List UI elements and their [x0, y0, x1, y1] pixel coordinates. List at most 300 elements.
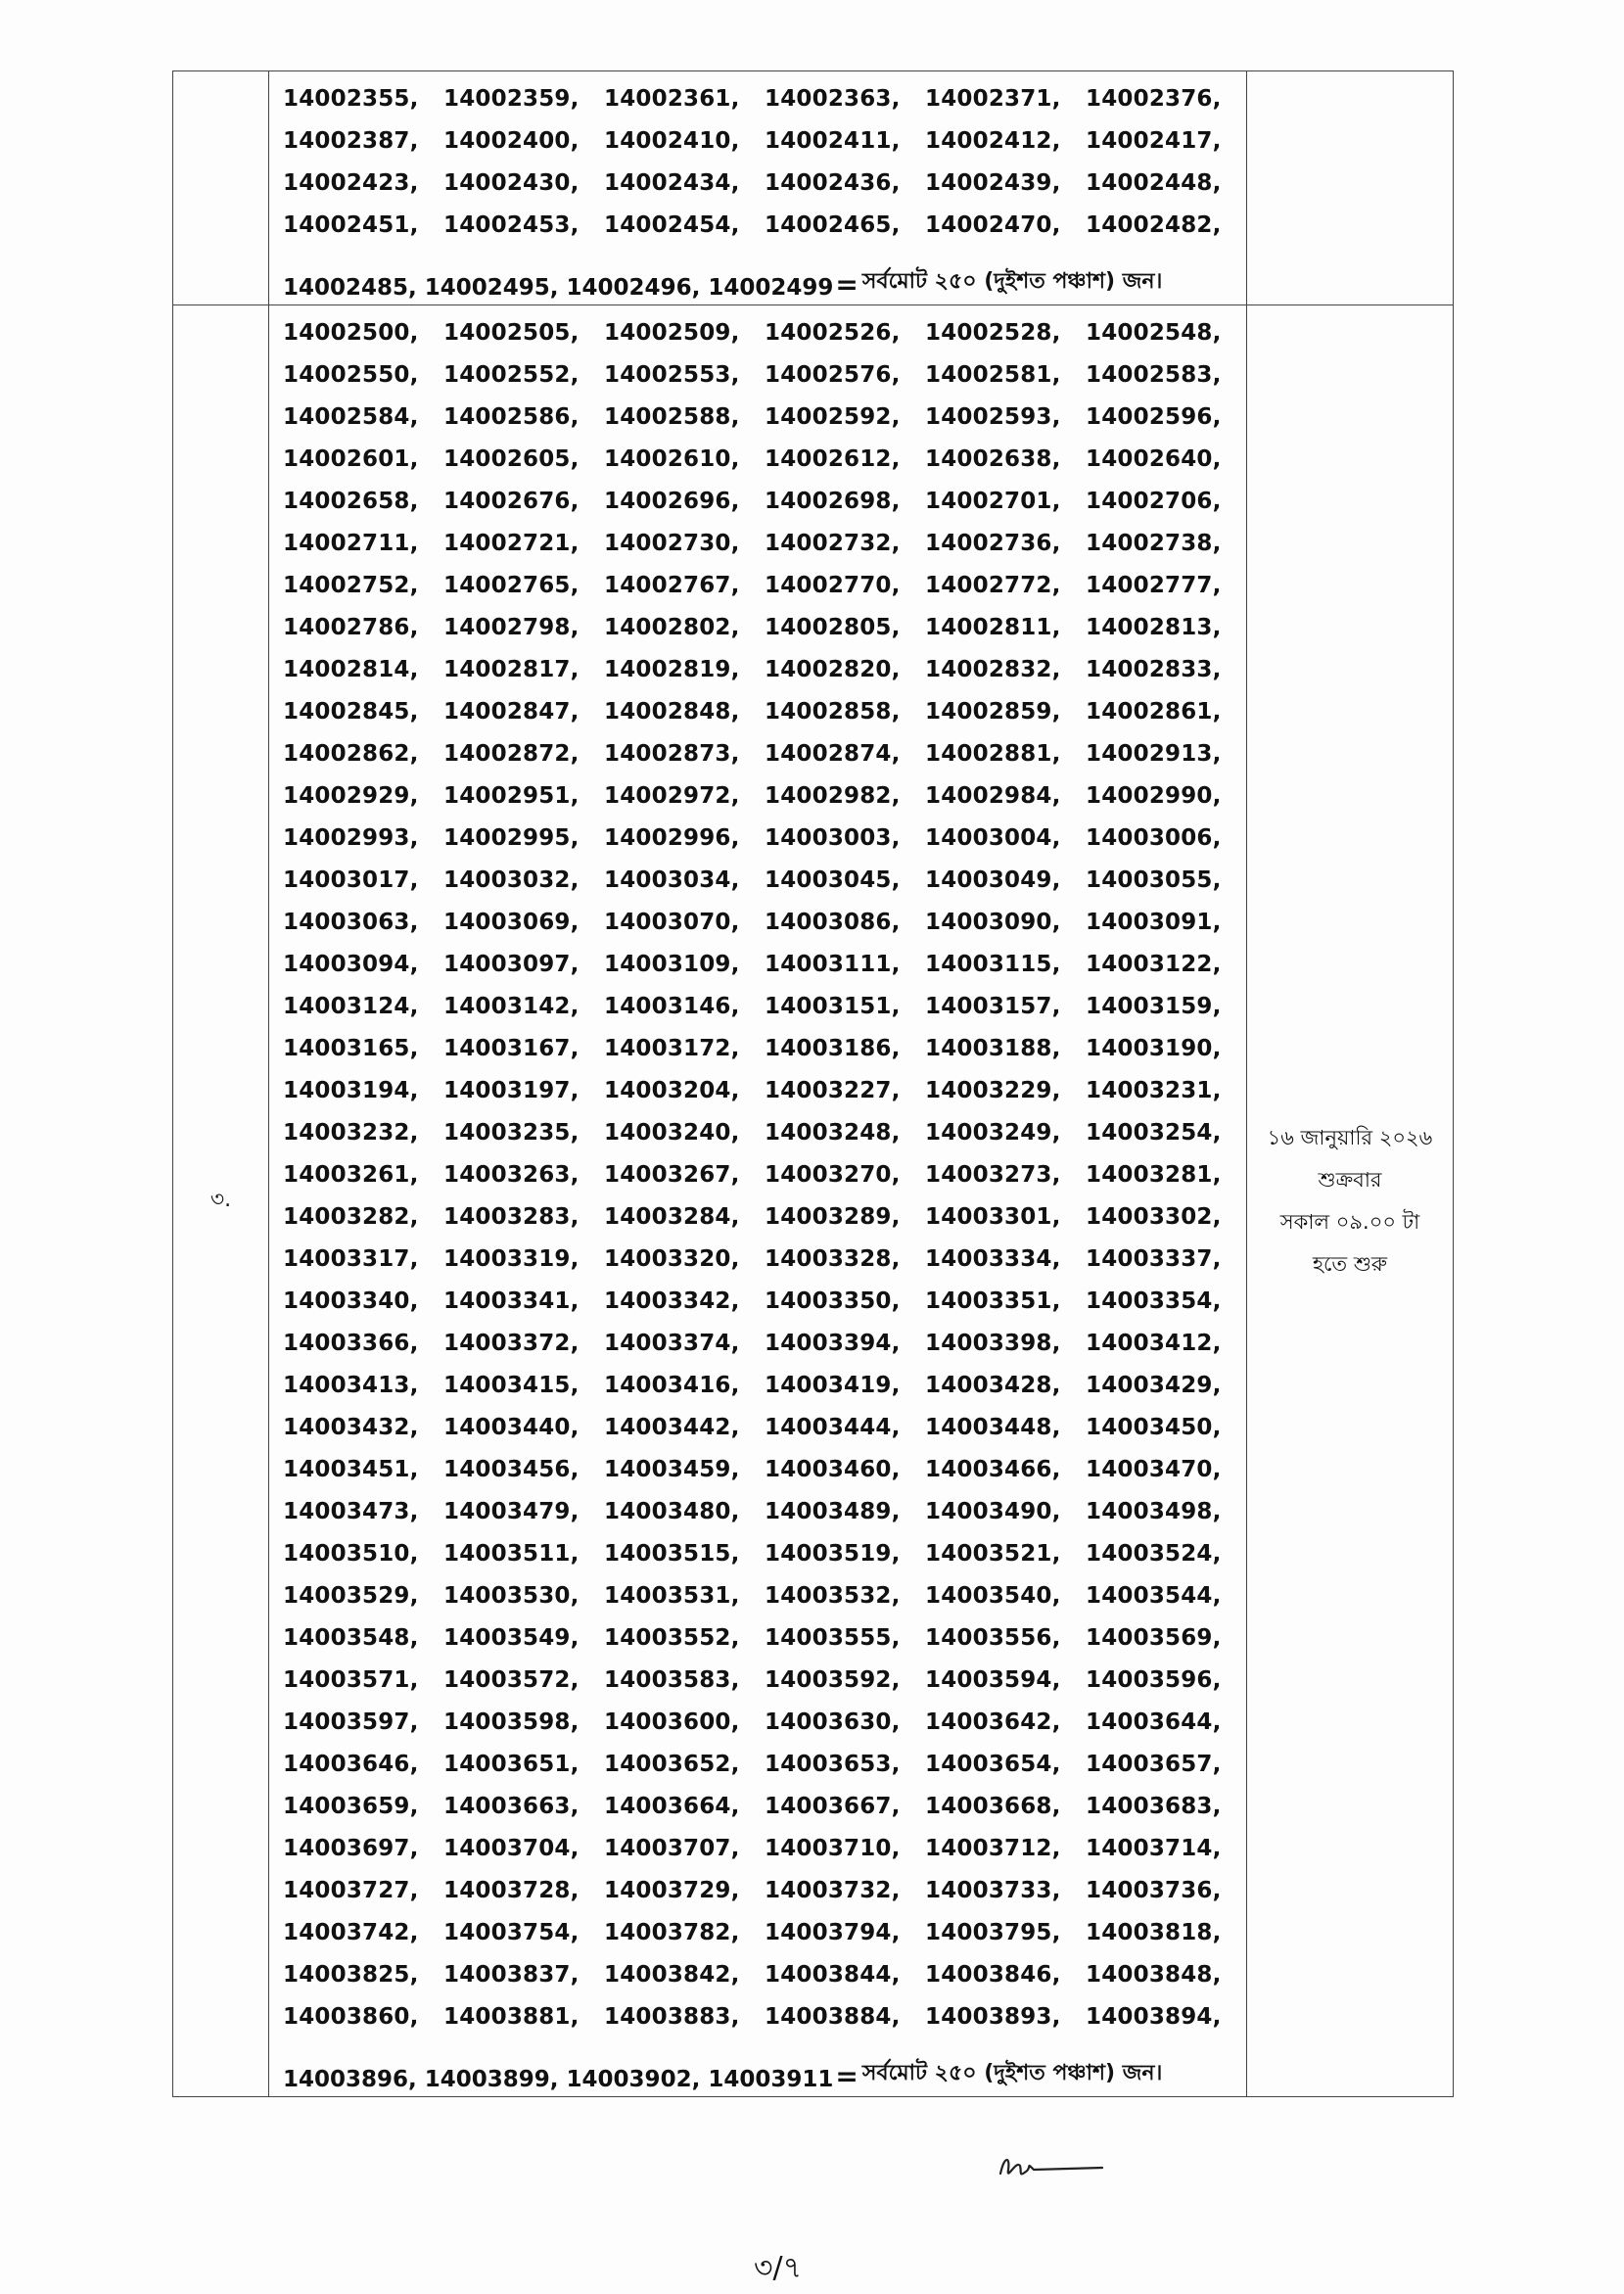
serial-cell-empty	[173, 71, 269, 305]
serial-number: ৩.	[209, 1188, 232, 1212]
roll-number: 14003419,	[765, 1372, 901, 1398]
roll-number: 14003456,	[443, 1456, 580, 1482]
roll-number: 14003548,	[283, 1624, 419, 1651]
roll-number-row	[283, 817, 1246, 859]
total-count-text: সর্বমোট ২৫০ (দুইশত পঞ্চাশ) জন।	[861, 269, 1163, 294]
roll-number: 14002770,	[765, 572, 901, 598]
roll-number: 14003511,	[443, 1540, 580, 1567]
roll-number: 14003263,	[443, 1161, 580, 1188]
roll-number: 14003519,	[765, 1540, 901, 1567]
roll-number: 14002550,	[283, 361, 419, 388]
roll-number: 14003341,	[443, 1287, 580, 1314]
roll-number: 14002858,	[765, 698, 901, 725]
roll-number: 14002500,	[283, 319, 419, 346]
roll-number-row	[283, 1195, 1246, 1238]
roll-number: 14003317,	[283, 1245, 419, 1272]
roll-number: 14003142,	[443, 993, 580, 1019]
roll-number: 14003354,	[1086, 1287, 1222, 1314]
roll-number: 14003267,	[604, 1161, 740, 1188]
roll-number-grid	[269, 71, 1246, 246]
roll-number: 14003842,	[604, 1961, 740, 1988]
roll-number: 14003592,	[765, 1666, 901, 1693]
roll-number-row	[283, 985, 1246, 1027]
page-number: ৩/৭	[754, 2251, 803, 2285]
roll-number: 14003122,	[1086, 951, 1222, 977]
roll-number: 14003532,	[765, 1582, 901, 1609]
roll-number: 14003530,	[443, 1582, 580, 1609]
exam-time: সকাল ০৯.০০ টা	[1279, 1209, 1420, 1234]
roll-number-row	[283, 162, 1246, 204]
roll-number: 14003732,	[765, 1877, 901, 1903]
roll-number-row	[283, 1574, 1246, 1616]
roll-number-row	[283, 1490, 1246, 1532]
roll-number: 14003549,	[443, 1624, 580, 1651]
roll-number: 14002453,	[443, 211, 580, 238]
schedule-cell	[1247, 305, 1454, 2097]
roll-number: 14003248,	[765, 1119, 901, 1146]
roll-number-row	[283, 1869, 1246, 1911]
roll-number: 14003302,	[1086, 1203, 1222, 1230]
roll-number-row	[283, 859, 1246, 901]
roll-number: 14002412,	[925, 127, 1061, 154]
roll-number-row	[283, 732, 1246, 774]
roll-number: 14003733,	[925, 1877, 1061, 1903]
roll-number: 14003571,	[283, 1666, 419, 1693]
roll-number: 14002436,	[765, 169, 901, 196]
roll-number: 14003351,	[925, 1287, 1061, 1314]
roll-number: 14003032,	[443, 866, 580, 893]
roll-number: 14002738,	[1086, 530, 1222, 556]
roll-number: 14002767,	[604, 572, 740, 598]
roll-number: 14003657,	[1086, 1751, 1222, 1777]
roll-number-row	[283, 943, 1246, 985]
roll-number: 14003172,	[604, 1035, 740, 1061]
roll-number-row	[283, 774, 1246, 817]
roll-number: 14003069,	[443, 909, 580, 935]
roll-number: 14003521,	[925, 1540, 1061, 1567]
roll-number: 14003707,	[604, 1835, 740, 1861]
roll-number: 14003860,	[283, 2003, 419, 2030]
roll-number: 14002470,	[925, 211, 1061, 238]
roll-number: 14003337,	[1086, 1245, 1222, 1272]
roll-number: 14003727,	[283, 1877, 419, 1903]
roll-number: 14002454,	[604, 211, 740, 238]
roll-number: 14002417,	[1086, 127, 1222, 154]
roll-number: 14002581,	[925, 361, 1061, 388]
roll-number: 14003552,	[604, 1624, 740, 1651]
roll-number: 14002993,	[283, 824, 419, 851]
roll-number: 14002730,	[604, 530, 740, 556]
roll-number: 14002913,	[1086, 740, 1222, 767]
roll-number: 14003742,	[283, 1919, 419, 1945]
roll-number-row	[283, 1995, 1246, 2037]
roll-numbers-cell	[269, 71, 1247, 305]
roll-number: 14003846,	[925, 1961, 1061, 1988]
roll-number-row	[283, 1659, 1246, 1701]
roll-number-row	[283, 901, 1246, 943]
exam-start-note: হতে শুরু	[1312, 1251, 1388, 1276]
roll-number: 14003412,	[1086, 1330, 1222, 1356]
roll-number: 14002509,	[604, 319, 740, 346]
roll-number: 14003646,	[283, 1751, 419, 1777]
roll-number: 14003594,	[925, 1666, 1061, 1693]
table-row-previous-group	[173, 71, 1454, 305]
roll-number: 14003094,	[283, 951, 419, 977]
roll-number-row	[283, 1153, 1246, 1195]
roll-number-row	[283, 396, 1246, 438]
roll-number: 14002548,	[1086, 319, 1222, 346]
roll-number: 14003281,	[1086, 1161, 1222, 1188]
roll-number-row	[283, 1743, 1246, 1785]
roll-number: 14003157,	[925, 993, 1061, 1019]
roll-number-row	[283, 1069, 1246, 1111]
roll-number: 14002584,	[283, 403, 419, 430]
roll-number: 14002984,	[925, 782, 1061, 809]
roll-number: 14002363,	[765, 85, 901, 112]
roll-number: 14002448,	[1086, 169, 1222, 196]
roll-number: 14003231,	[1086, 1077, 1222, 1103]
roll-number-row	[283, 119, 1246, 162]
roll-number: 14002612,	[765, 445, 901, 472]
roll-number: 14002588,	[604, 403, 740, 430]
roll-number: 14003334,	[925, 1245, 1061, 1272]
equals-sign: =	[835, 2060, 858, 2092]
roll-number: 14002355,	[283, 85, 419, 112]
roll-number: 14002996,	[604, 824, 740, 851]
roll-number: 14003600,	[604, 1709, 740, 1735]
roll-number: 14003167,	[443, 1035, 580, 1061]
roll-number: 14003515,	[604, 1540, 740, 1567]
roll-number: 14003490,	[925, 1498, 1061, 1524]
roll-number: 14002638,	[925, 445, 1061, 472]
roll-number-row	[283, 564, 1246, 606]
roll-number: 14002833,	[1086, 656, 1222, 682]
roll-number: 14002732,	[765, 530, 901, 556]
roll-number: 14002387,	[283, 127, 419, 154]
roll-number: 14003097,	[443, 951, 580, 977]
roll-number-row	[283, 648, 1246, 690]
roll-number-row	[283, 1448, 1246, 1490]
roll-number-row	[283, 1280, 1246, 1322]
roll-number: 14003151,	[765, 993, 901, 1019]
roll-number: 14003825,	[283, 1961, 419, 1988]
roll-number: 14002817,	[443, 656, 580, 682]
roll-number: 14003034,	[604, 866, 740, 893]
roll-number: 14003818,	[1086, 1919, 1222, 1945]
roll-number: 14003301,	[925, 1203, 1061, 1230]
serial-cell	[173, 305, 269, 2097]
roll-number: 14002706,	[1086, 488, 1222, 514]
roll-number: 14003848,	[1086, 1961, 1222, 1988]
roll-number: 14002819,	[604, 656, 740, 682]
roll-number: 14003782,	[604, 1919, 740, 1945]
roll-number: 14003017,	[283, 866, 419, 893]
roll-number: 14002861,	[1086, 698, 1222, 725]
roll-number: 14002772,	[925, 572, 1061, 598]
roll-number: 14003795,	[925, 1919, 1061, 1945]
roll-number: 14002430,	[443, 169, 580, 196]
roll-number: 14002410,	[604, 127, 740, 154]
roll-number: 14002640,	[1086, 445, 1222, 472]
roll-number: 14003194,	[283, 1077, 419, 1103]
roll-number: 14003235,	[443, 1119, 580, 1146]
roll-number: 14002596,	[1086, 403, 1222, 430]
roll-number: 14003091,	[1086, 909, 1222, 935]
roll-number: 14003197,	[443, 1077, 580, 1103]
roll-number: 14002434,	[604, 169, 740, 196]
roll-number: 14002376,	[1086, 85, 1222, 112]
roll-number: 14003273,	[925, 1161, 1061, 1188]
roll-number: 14003442,	[604, 1414, 740, 1440]
roll-number: 14002361,	[604, 85, 740, 112]
roll-number: 14002845,	[283, 698, 419, 725]
roll-number: 14003489,	[765, 1498, 901, 1524]
roll-number: 14003883,	[604, 2003, 740, 2030]
roll-number: 14003432,	[283, 1414, 419, 1440]
roll-number: 14003556,	[925, 1624, 1061, 1651]
roll-number: 14003190,	[1086, 1035, 1222, 1061]
roll-number: 14003540,	[925, 1582, 1061, 1609]
roll-number-row	[283, 1911, 1246, 1953]
roll-number: 14002371,	[925, 85, 1061, 112]
roll-number: 14003480,	[604, 1498, 740, 1524]
roll-number: 14003736,	[1086, 1877, 1222, 1903]
roll-number: 14003413,	[283, 1372, 419, 1398]
roll-number: 14003569,	[1086, 1624, 1222, 1651]
roll-number: 14002658,	[283, 488, 419, 514]
roll-number: 14003283,	[443, 1203, 580, 1230]
roll-number: 14003320,	[604, 1245, 740, 1272]
roll-number: 14003232,	[283, 1119, 419, 1146]
roll-number: 14003894,	[1086, 2003, 1222, 2030]
roll-number: 14003654,	[925, 1751, 1061, 1777]
roll-number: 14003598,	[443, 1709, 580, 1735]
roll-number: 14003448,	[925, 1414, 1061, 1440]
roll-number-row	[283, 1364, 1246, 1406]
roll-number: 14002874,	[765, 740, 901, 767]
roll-number: 14003270,	[765, 1161, 901, 1188]
roll-number: 14002528,	[925, 319, 1061, 346]
roll-number: 14002802,	[604, 614, 740, 640]
roll-number: 14003837,	[443, 1961, 580, 1988]
roll-number: 14003531,	[604, 1582, 740, 1609]
roll-number: 14002805,	[765, 614, 901, 640]
roll-number: 14003109,	[604, 951, 740, 977]
roll-number: 14003374,	[604, 1330, 740, 1356]
roll-number: 14002553,	[604, 361, 740, 388]
roll-number-row	[283, 204, 1246, 246]
roll-number: 14002951,	[443, 782, 580, 809]
roll-number: 14003398,	[925, 1330, 1061, 1356]
roll-number-row	[283, 1322, 1246, 1364]
roll-number: 14002411,	[765, 127, 901, 154]
roll-number-row	[283, 690, 1246, 732]
roll-number: 14002820,	[765, 656, 901, 682]
roll-number: 14003086,	[765, 909, 901, 935]
roll-number: 14003282,	[283, 1203, 419, 1230]
roll-number: 14002400,	[443, 127, 580, 154]
schedule-cell-empty	[1247, 71, 1454, 305]
roll-number: 14003712,	[925, 1835, 1061, 1861]
roll-number: 14002786,	[283, 614, 419, 640]
roll-number: 14003555,	[765, 1624, 901, 1651]
roll-number: 14003186,	[765, 1035, 901, 1061]
roll-number-row	[283, 1953, 1246, 1995]
roll-number: 14002423,	[283, 169, 419, 196]
roll-number: 14002601,	[283, 445, 419, 472]
roll-number: 14003470,	[1086, 1456, 1222, 1482]
roll-number: 14003683,	[1086, 1793, 1222, 1819]
roll-number: 14003429,	[1086, 1372, 1222, 1398]
roll-number: 14003583,	[604, 1666, 740, 1693]
roll-number: 14002696,	[604, 488, 740, 514]
roll-number: 14002814,	[283, 656, 419, 682]
roll-number: 14003070,	[604, 909, 740, 935]
roll-number: 14003394,	[765, 1330, 901, 1356]
roll-number: 14002583,	[1086, 361, 1222, 388]
roll-number: 14003544,	[1086, 1582, 1222, 1609]
roll-number: 14002605,	[443, 445, 580, 472]
roll-number: 14003659,	[283, 1793, 419, 1819]
roll-number-row	[283, 606, 1246, 648]
roll-number-row	[283, 480, 1246, 522]
roll-number: 14002777,	[1086, 572, 1222, 598]
roll-number: 14002798,	[443, 614, 580, 640]
roll-number: 14002862,	[283, 740, 419, 767]
roll-number: 14002872,	[443, 740, 580, 767]
roll-number: 14002929,	[283, 782, 419, 809]
roll-number-row	[283, 438, 1246, 480]
roll-number: 14003416,	[604, 1372, 740, 1398]
total-line	[269, 2037, 1246, 2096]
roll-number: 14002995,	[443, 824, 580, 851]
roll-numbers-cell	[269, 305, 1247, 2097]
roll-number: 14003754,	[443, 1919, 580, 1945]
roll-number: 14002721,	[443, 530, 580, 556]
roll-number: 14002698,	[765, 488, 901, 514]
roll-number-row	[283, 1827, 1246, 1869]
roll-number: 14002552,	[443, 361, 580, 388]
equals-sign: =	[835, 268, 858, 301]
roll-number-row	[283, 1027, 1246, 1069]
roll-number: 14003340,	[283, 1287, 419, 1314]
roll-number: 14003146,	[604, 993, 740, 1019]
roll-number: 14003249,	[925, 1119, 1061, 1146]
roll-number: 14002811,	[925, 614, 1061, 640]
roll-number: 14003159,	[1086, 993, 1222, 1019]
roll-number: 14003372,	[443, 1330, 580, 1356]
table-row-group-3	[173, 305, 1454, 2097]
roll-number: 14002982,	[765, 782, 901, 809]
roll-number-row	[283, 1785, 1246, 1827]
roll-number: 14002765,	[443, 572, 580, 598]
roll-number: 14003704,	[443, 1835, 580, 1861]
roll-number-row	[283, 1616, 1246, 1659]
roll-number: 14003529,	[283, 1582, 419, 1609]
roll-number: 14002873,	[604, 740, 740, 767]
roll-number: 14003328,	[765, 1245, 901, 1272]
roll-number: 14003006,	[1086, 824, 1222, 851]
roll-number: 14003444,	[765, 1414, 901, 1440]
total-count-text: সর্বমোট ২৫০ (দুইশত পঞ্চাশ) জন।	[861, 2061, 1163, 2085]
roll-number: 14003254,	[1086, 1119, 1222, 1146]
roll-number: 14003451,	[283, 1456, 419, 1482]
roll-number: 14003319,	[443, 1245, 580, 1272]
roll-number: 14002881,	[925, 740, 1061, 767]
roll-number: 14002593,	[925, 403, 1061, 430]
roll-number: 14003229,	[925, 1077, 1061, 1103]
roll-number: 14003524,	[1086, 1540, 1222, 1567]
roll-number: 14003045,	[765, 866, 901, 893]
roll-number: 14003261,	[283, 1161, 419, 1188]
roll-number: 14003111,	[765, 951, 901, 977]
roll-number: 14003115,	[925, 951, 1061, 977]
roll-number: 14003460,	[765, 1456, 901, 1482]
roll-number: 14003284,	[604, 1203, 740, 1230]
roll-number-row	[283, 353, 1246, 396]
roll-number: 14003124,	[283, 993, 419, 1019]
roll-number-row	[283, 1701, 1246, 1743]
roll-number: 14003794,	[765, 1919, 901, 1945]
roll-number: 14002701,	[925, 488, 1061, 514]
roll-number: 14003204,	[604, 1077, 740, 1103]
roll-number: 14002848,	[604, 698, 740, 725]
roll-number: 14002847,	[443, 698, 580, 725]
roll-number: 14003188,	[925, 1035, 1061, 1061]
roll-number: 14003240,	[604, 1119, 740, 1146]
roll-number: 14003652,	[604, 1751, 740, 1777]
roll-number: 14003090,	[925, 909, 1061, 935]
roll-number: 14003668,	[925, 1793, 1061, 1819]
roll-number: 14002482,	[1086, 211, 1222, 238]
roll-number: 14003893,	[925, 2003, 1061, 2030]
signature-mark	[997, 2148, 1104, 2187]
last-roll-numbers: 14003896, 14003899, 14003902, 14003911	[283, 2067, 834, 2092]
roll-number: 14002676,	[443, 488, 580, 514]
roll-number-row	[283, 1406, 1246, 1448]
roll-number: 14003572,	[443, 1666, 580, 1693]
roll-number: 14003473,	[283, 1498, 419, 1524]
roll-number: 14003596,	[1086, 1666, 1222, 1693]
last-roll-numbers: 14002485, 14002495, 14002496, 14002499	[283, 275, 834, 301]
exam-date: ১৬ জানুয়ারি ২০২৬	[1267, 1125, 1433, 1149]
roll-number: 14002465,	[765, 211, 901, 238]
roll-number: 14003710,	[765, 1835, 901, 1861]
roll-number-grid	[269, 305, 1246, 2037]
roll-number-row	[283, 311, 1246, 353]
roll-number-row	[283, 1532, 1246, 1574]
roll-number-row	[283, 1238, 1246, 1280]
roll-number: 14003466,	[925, 1456, 1061, 1482]
roll-number: 14002859,	[925, 698, 1061, 725]
roll-number: 14003642,	[925, 1709, 1061, 1735]
roll-number: 14002576,	[765, 361, 901, 388]
roll-number: 14003510,	[283, 1540, 419, 1567]
roll-number: 14003651,	[443, 1751, 580, 1777]
roll-number: 14003844,	[765, 1961, 901, 1988]
roll-number: 14003667,	[765, 1793, 901, 1819]
roll-number: 14003630,	[765, 1709, 901, 1735]
roll-number: 14002752,	[283, 572, 419, 598]
roll-number: 14002990,	[1086, 782, 1222, 809]
roll-number: 14002813,	[1086, 614, 1222, 640]
roll-number: 14002610,	[604, 445, 740, 472]
roll-number: 14002359,	[443, 85, 580, 112]
roll-number: 14003644,	[1086, 1709, 1222, 1735]
roll-number-row	[283, 522, 1246, 564]
roll-number: 14003728,	[443, 1877, 580, 1903]
roll-number: 14002439,	[925, 169, 1061, 196]
